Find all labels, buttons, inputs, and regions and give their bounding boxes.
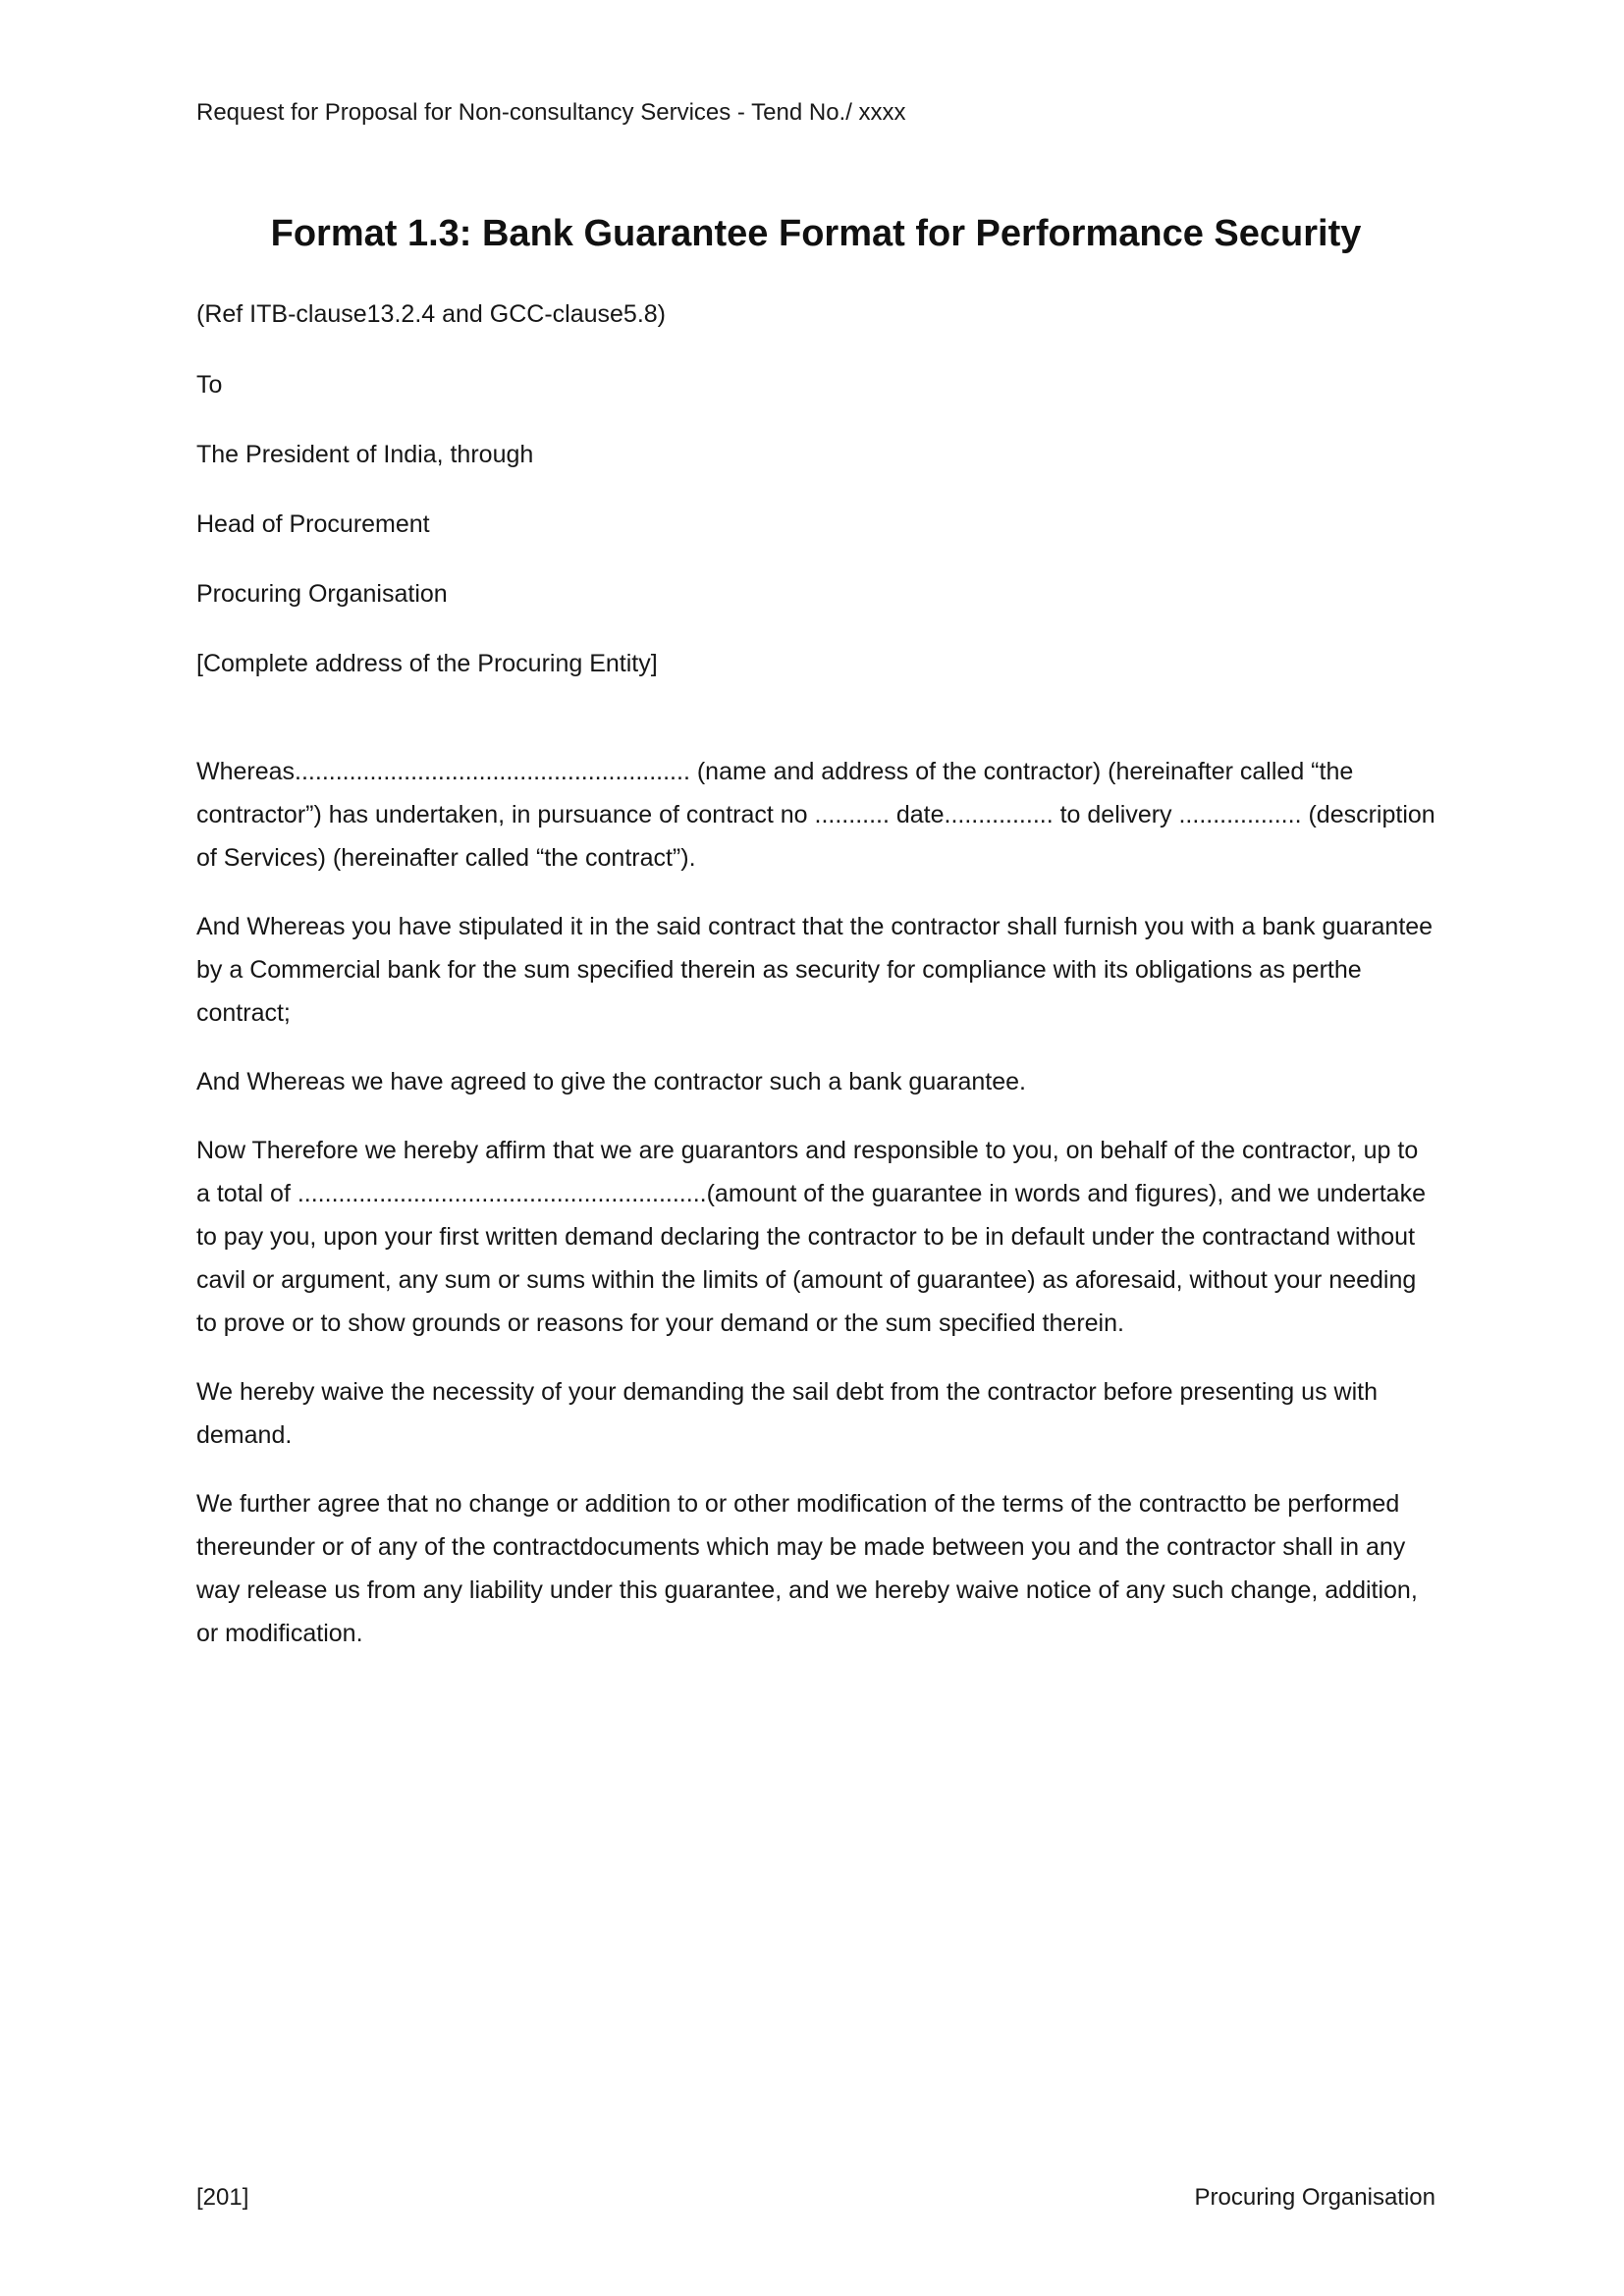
paragraph-whereas: Whereas.......................................................... (name and address of the contractor) (hereinafter called “the contractor”) has undertaken, in pursuance of contract no ........... date................ to delivery .................. (description of Services) (hereinafter called “the contract”). (196, 758, 1435, 872)
address-line-president: The President of India, through (196, 441, 534, 468)
paragraph-and-whereas-agreed: And Whereas we have agreed to give the contractor such a bank guarantee. (196, 1068, 1026, 1095)
address-line-to: To (196, 371, 223, 399)
page-header: Request for Proposal for Non-consultancy Services - Tend No./ xxxx (196, 99, 906, 126)
page-footer (196, 2183, 1435, 2213)
footer-organisation: Procuring Organisation (1194, 2184, 1435, 2211)
document-title: Format 1.3: Bank Guarantee Format for Performance Security (270, 213, 1362, 254)
reference-line: (Ref ITB-clause13.2.4 and GCC-clause5.8) (196, 300, 666, 328)
paragraph-waive-necessity: We hereby waive the necessity of your demanding the sail debt from the contractor before presenting us with demand. (196, 1378, 1378, 1449)
address-line-complete-address: [Complete address of the Procuring Entity] (196, 650, 658, 677)
address-line-head-of-procurement: Head of Procurement (196, 510, 430, 538)
address-line-procuring-organisation: Procuring Organisation (196, 580, 448, 608)
paragraph-and-whereas-stipulated: And Whereas you have stipulated it in the said contract that the contractor shall furnish you with a bank guarantee by a Commercial bank for the sum specified therein as security for compliance with its obligations as perthe contract; (196, 913, 1434, 1027)
paragraph-further-agree: We further agree that no change or addition to or other modification of the terms of the contractto be performed thereunder or of any of the contractdocuments which may be made between you and the contractor shall in any way release us from any liability under this guarantee, and we hereby waive notice of any such change, addition, or modification. (196, 1490, 1418, 1647)
paragraph-now-therefore: Now Therefore we hereby affirm that we are guarantors and responsible to you, on behalf of the contractor, up to a total of ............................................................(amount of the guarantee in words and figures), and we undertake to pay you, upon your first written demand declaring the contractor to be in default under the contractand without cavil or argument, any sum or sums within the limits of (amount of guarantee) as aforesaid, without your needing to prove or to show grounds or reasons for your demand or the sum specified therein. (196, 1137, 1426, 1337)
page-number: [201] (196, 2184, 249, 2211)
